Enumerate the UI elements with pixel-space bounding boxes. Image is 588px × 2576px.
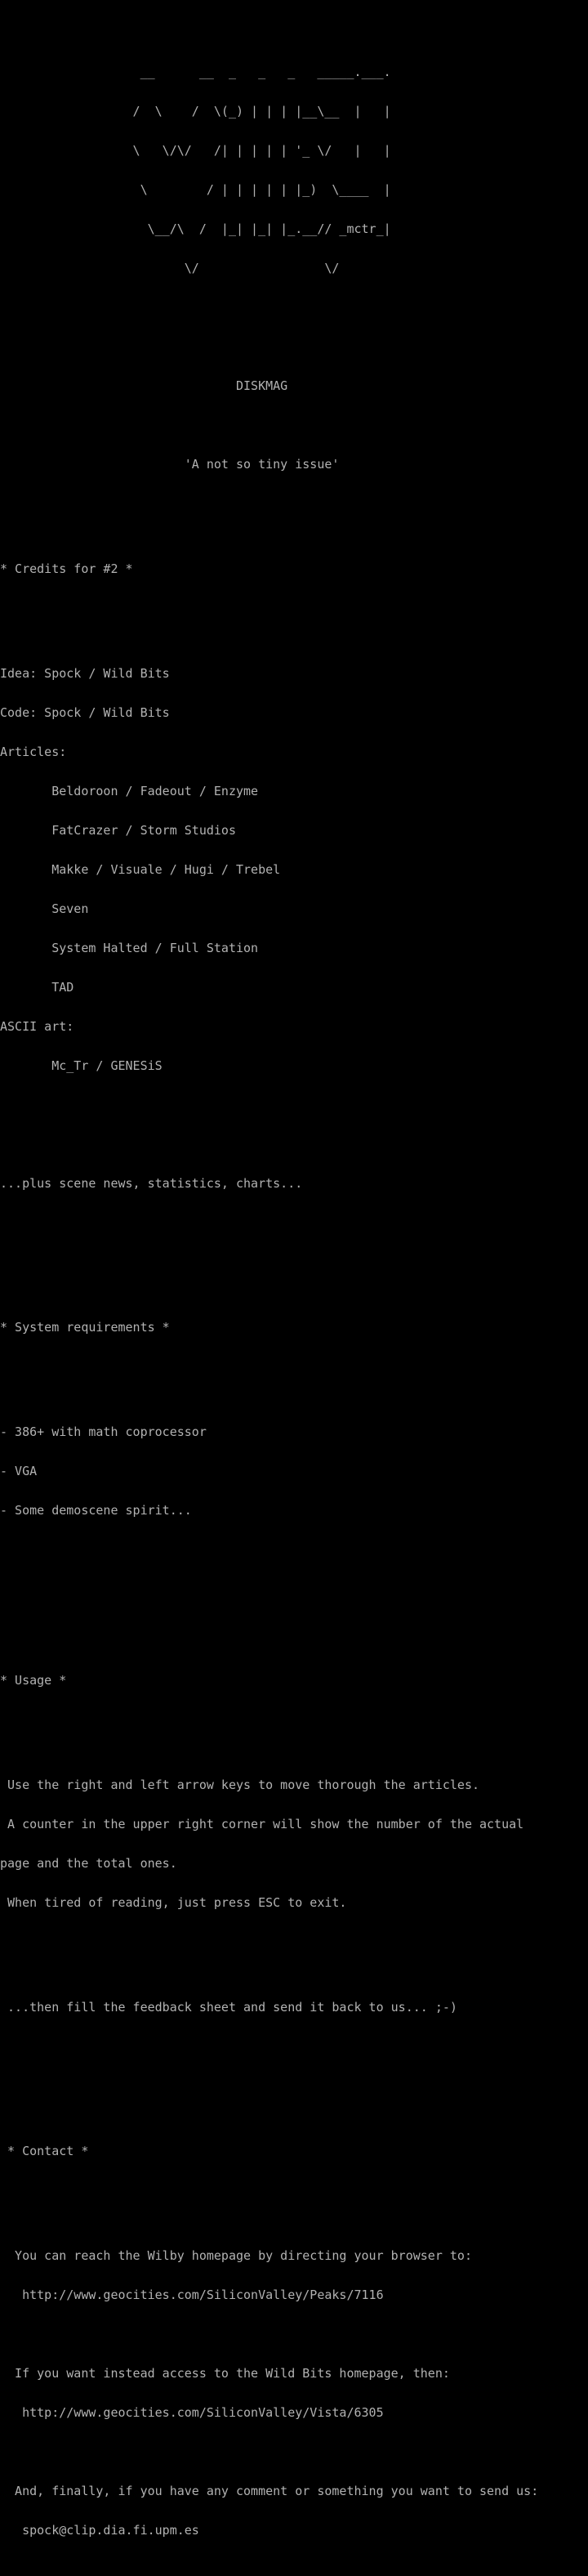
logo-line: \ / | | | | | |_) \____ | [0, 182, 391, 197]
blank-line [0, 2079, 588, 2092]
credits-line: Makke / Visuale / Hugi / Trebel [0, 862, 281, 877]
blank-line [0, 1608, 588, 1621]
blank-line [0, 1125, 588, 1138]
feedback-line: ...then fill the feedback sheet and send it back to us... ;-) [0, 2000, 457, 2015]
credits-line: Beldoroon / Fadeout / Enzyme [0, 784, 259, 798]
usage-line: page and the total ones. [0, 1856, 177, 1871]
issue-subtitle: 'A not so tiny issue' [0, 457, 340, 472]
teaser-line: ...plus scene news, statistics, charts... [0, 1176, 303, 1191]
credits-line-idea: Idea: Spock / Wild Bits [0, 666, 170, 681]
diskmag-title: DISKMAG [0, 378, 288, 393]
credits-line: Mc_Tr / GENESiS [0, 1058, 163, 1073]
requirement-item: - 386+ with math coprocessor [0, 1424, 207, 1439]
logo-line: \ \/\/ /| | | | | '_ \/ | | [0, 143, 391, 158]
blank-line [0, 2040, 588, 2053]
contact-heading: * Contact * [0, 2144, 89, 2158]
blank-line [0, 1961, 588, 1974]
requirement-item: - Some demoscene spirit... [0, 1503, 192, 1518]
requirement-item: - VGA [0, 1464, 38, 1478]
usage-line: When tired of reading, just press ESC to exit. [0, 1895, 347, 1910]
blank-line [0, 497, 588, 510]
contact-line: And, finally, if you have any comment or something you want to send us: [0, 2484, 539, 2498]
credits-list [0, 641, 588, 1098]
credits-line: Seven [0, 901, 89, 916]
wilby-ascii-logo [0, 39, 588, 301]
credits-line-ascii-art: ASCII art: [0, 1019, 74, 1034]
blank-line [0, 1255, 588, 1268]
usage-text [0, 1752, 588, 1935]
blank-line [0, 1216, 588, 1229]
blank-line [0, 418, 588, 432]
blank-line [0, 340, 588, 353]
logo-line: __ __ _ _ _ _____.___. [0, 65, 391, 79]
usage-line: A counter in the upper right corner will show the number of the actual [0, 1817, 524, 1831]
requirements-list [0, 1399, 588, 1543]
wilby-homepage-url: http://www.geocities.com/SiliconValley/Peaks/7116 [0, 2288, 384, 2302]
wildbits-homepage-url: http://www.geocities.com/SiliconValley/Vista/6305 [0, 2405, 384, 2420]
credits-line: FatCrazer / Storm Studios [0, 823, 236, 838]
requirements-heading: * System requirements * [0, 1320, 170, 1335]
credits-line: TAD [0, 980, 74, 995]
blank-line [0, 2184, 588, 2197]
logo-line: / \ / \(_) | | | |__\__ | | [0, 104, 391, 119]
blank-line [0, 1569, 588, 1582]
blank-line [0, 2328, 588, 2341]
credits-line-articles: Articles: [0, 745, 67, 759]
credits-line: System Halted / Full Station [0, 941, 259, 955]
credits-heading: * Credits for #2 * [0, 561, 133, 576]
contact-text [0, 2223, 588, 2563]
contact-line: If you want instead access to the Wild Bits homepage, then: [0, 2366, 450, 2381]
logo-line: \__/\ / |_| |_| |_.__// _mctr_| [0, 221, 391, 236]
blank-line [0, 2445, 588, 2458]
contact-line: You can reach the Wilby homepage by directing your browser to: [0, 2248, 472, 2263]
usage-heading: * Usage * [0, 1673, 67, 1688]
credits-line-code: Code: Spock / Wild Bits [0, 705, 170, 720]
email-address: spock@clip.dia.fi.upm.es [0, 2523, 199, 2538]
blank-line [0, 1713, 588, 1726]
usage-line: Use the right and left arrow keys to move thorough the articles. [0, 1778, 479, 1792]
logo-line: \/ \/ [0, 261, 340, 275]
blank-line [0, 602, 588, 615]
blank-line [0, 1360, 588, 1373]
